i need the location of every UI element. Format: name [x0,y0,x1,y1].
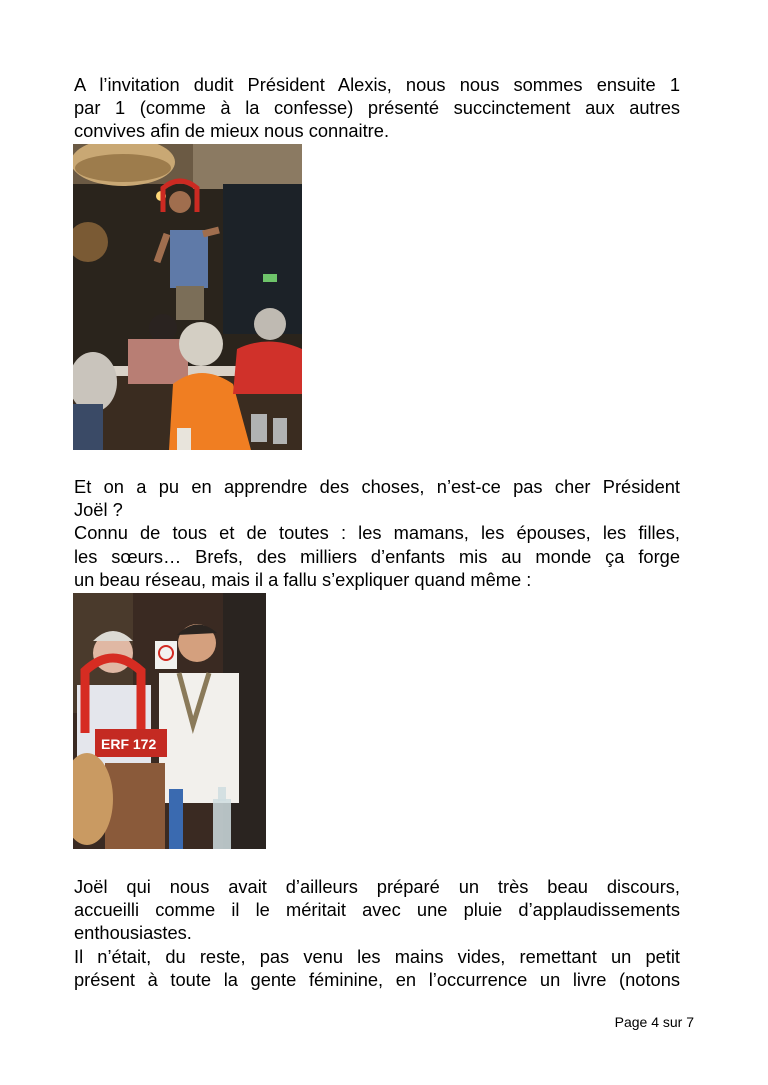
text-line: les sœurs… Brefs, des milliers d’enfants mis au monde ça forge [74,545,680,567]
text-line: un beau réseau, mais il a fallu s’expliquer quand même : [74,568,532,590]
text-line: A l’invitation dudit Président Alexis, nous nous sommes ensuite 1 [74,74,680,95]
text-line: accueilli comme il le méritait avec une pluie d’applaudissements [74,899,680,921]
text-line: Joël qui nous avait d’ailleurs préparé un très beau discours, [74,876,680,897]
photo-speaker-restaurant [73,144,302,450]
photo-laughing-men [73,593,266,849]
text-line: enthousiastes. [74,922,192,944]
intro-paragraph [74,73,680,143]
lectern-sign-text: ERF 172 [101,736,157,752]
text-line: convives afin de mieux nous connaitre. [74,120,390,142]
text-line: Et on a pu en apprendre des choses, n’est-ce pas cher Président [74,476,680,497]
second-paragraph [74,475,680,591]
page-number: Page 4 sur 7 [614,1014,694,1030]
text-line: Il n’était, du reste, pas venu les mains vides, remettant un petit [74,945,680,967]
text-line: Joël ? [74,499,123,521]
text-line: présent à toute la gente féminine, en l’occurrence un livre (notons [74,968,680,990]
text-line: Connu de tous et de toutes : les mamans, les épouses, les filles, [74,522,680,544]
third-paragraph [74,875,680,991]
text-line: par 1 (comme à la confesse) présenté succinctement aux autres [74,97,680,119]
